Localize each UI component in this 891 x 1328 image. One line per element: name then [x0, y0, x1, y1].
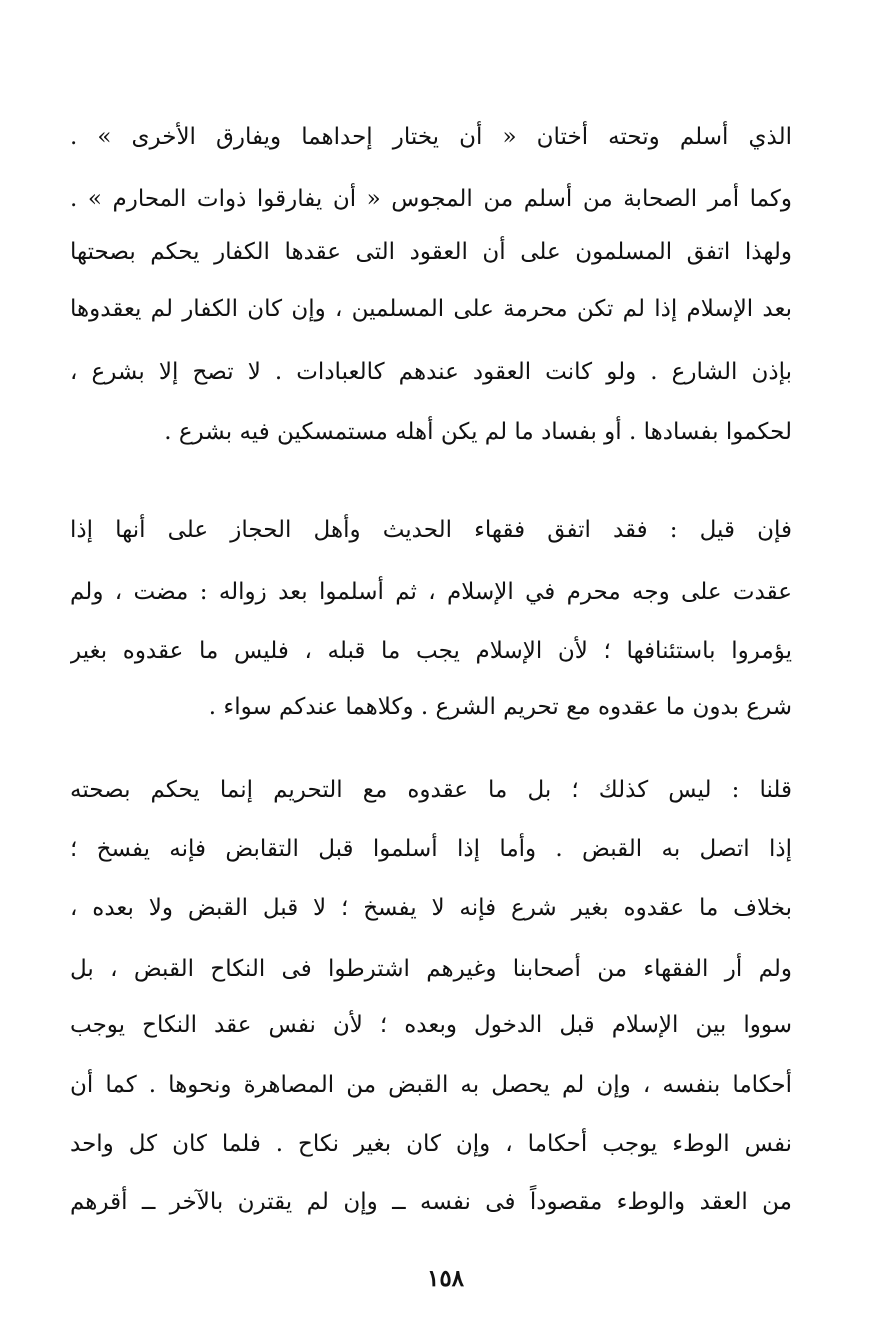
- paragraph-1-line-2: وكما أمر الصحابة من أسلم من المجوس « أن يفارقوا ذوات المحارم » .: [70, 186, 792, 212]
- paragraph-1-line-3: ولهذا اتفق المسلمون على أن العقود التى عقدها الكفار يحكم بصحتها: [70, 239, 792, 265]
- paragraph-2-line-2: عقدت على وجه محرم في الإسلام ، ثم أسلموا بعد زواله : مضت ، ولم: [70, 579, 792, 605]
- paragraph-1-line-5: بإذن الشارع . ولو كانت العقود عندهم كالعبادات . لا تصح إلا بشرع ،: [70, 359, 792, 385]
- paragraph-3-line-7: نفس الوطء يوجب أحكاما ، وإن كان بغير نكاح . فلما كان كل واحد: [70, 1131, 792, 1157]
- paragraph-3-line-6: أحكاما بنفسه ، وإن لم يحصل به القبض من المصاهرة ونحوها . كما أن: [70, 1072, 792, 1098]
- paragraph-1-line-6: لحكموا بفسادها . أو بفساد ما لم يكن أهله مستمسكين فيه بشرع .: [164, 419, 792, 445]
- paragraph-3-line-8: من العقد والوطء مقصوداً فى نفسه ــ وإن لم يقترن بالآخر ــ أقرهم: [70, 1189, 792, 1215]
- paragraph-3-line-2: إذا اتصل به القبض . وأما إذا أسلموا قبل التقابض فإنه يفسخ ؛: [70, 836, 792, 862]
- paragraph-2-line-4: شرع بدون ما عقدوه مع تحريم الشرع . وكلاهما عندكم سواء .: [208, 694, 792, 720]
- paragraph-3-line-3: بخلاف ما عقدوه بغير شرع فإنه لا يفسخ ؛ لا قبل القبض ولا بعده ،: [70, 895, 792, 921]
- paragraph-3-line-1: قلنا : ليس كذلك ؛ بل ما عقدوه مع التحريم إنما يحكم بصحته: [70, 777, 792, 803]
- paragraph-2-line-3: يؤمروا باستئنافها ؛ لأن الإسلام يجب ما قبله ، فليس ما عقدوه بغير: [70, 638, 792, 664]
- page-number: ١٥٨: [426, 1265, 465, 1292]
- paragraph-1-line-4: بعد الإسلام إذا لم تكن محرمة على المسلمين ، وإن كان الكفار لم يعقدوها: [70, 296, 792, 322]
- paragraph-1-line-1: الذي أسلم وتحته أختان « أن يختار إحداهما ويفارق الأخرى » .: [70, 124, 792, 150]
- paragraph-2-line-1: فإن قيل : فقد اتفق فقهاء الحديث وأهل الحجاز على أنها إذا: [70, 517, 792, 543]
- paragraph-3-line-4: ولم أر الفقهاء من أصحابنا وغيرهم اشترطوا فى النكاح القبض ، بل: [70, 956, 792, 982]
- paragraph-3-line-5: سووا بين الإسلام قبل الدخول وبعده ؛ لأن نفس عقد النكاح يوجب: [70, 1012, 792, 1038]
